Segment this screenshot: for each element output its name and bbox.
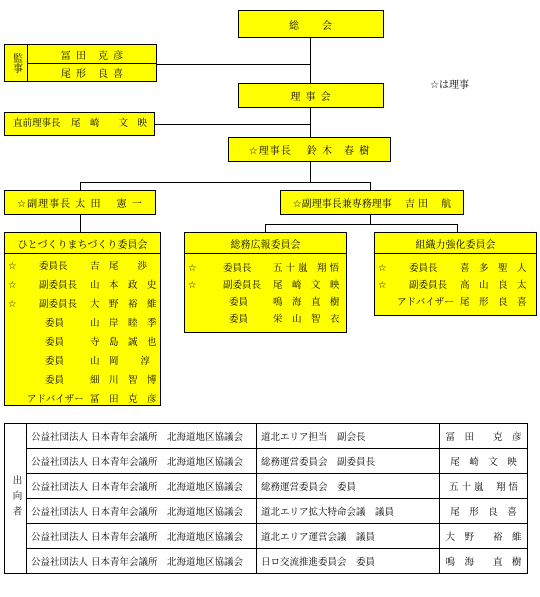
member-name: 山 岡 淳 <box>90 356 151 367</box>
member-name: 寺 島 誠 也 <box>90 337 157 348</box>
member-row <box>185 263 346 280</box>
dispatch-name: 冨 田 克 彦 <box>440 424 528 449</box>
member-name: 栄 山 智 衣 <box>273 314 340 325</box>
member-row <box>185 314 346 331</box>
table-row <box>5 449 528 474</box>
member-role: 委員 <box>45 318 65 329</box>
dispatch-role: 日ロ交流推進委員会 委員 <box>257 549 440 574</box>
committee-members <box>375 263 536 314</box>
committee-branch-line <box>265 224 458 225</box>
member-name: 冨 田 克 彦 <box>90 394 157 405</box>
prev-chair-box <box>4 112 155 136</box>
member-role: 委員 <box>45 375 65 386</box>
dispatch-org: 公益社団法人 日本青年会議所 北海道地区協議会 <box>27 524 257 549</box>
dispatch-name: 大 野 裕 維 <box>440 524 528 549</box>
member-role: アドバイザー <box>27 394 84 405</box>
chairman-label: ☆理事長 鈴 木 春 樹 <box>248 146 371 157</box>
chairman-box <box>228 137 391 162</box>
trunk-line-top <box>310 37 311 83</box>
member-row <box>375 280 536 297</box>
committee-hitozukuri <box>4 232 161 406</box>
vice-chair-left-box <box>4 190 156 215</box>
member-name: 吉 尾 渉 <box>90 261 148 272</box>
auditors-box <box>4 44 157 82</box>
member-name: 高 山 良 太 <box>460 280 527 291</box>
dispatch-org: 公益社団法人 日本青年会議所 北海道地区協議会 <box>27 474 257 499</box>
vice-left-to-committee <box>80 214 81 232</box>
general-assembly-label: 総 会 <box>289 20 333 32</box>
committee-members <box>5 261 160 413</box>
dispatch-org: 公益社団法人 日本青年会議所 北海道地区協議会 <box>27 424 257 449</box>
auditor-name-1: 冨 田 克 彦 <box>28 45 157 64</box>
vice-chair-right-box <box>280 190 464 215</box>
member-row <box>5 337 160 356</box>
vice-chair-left-label: ☆副理事長 太 田 憲 一 <box>17 199 143 210</box>
member-name: 山 岸 睦 季 <box>90 318 157 329</box>
dispatch-role: 道北エリア拡大特命会議 議員 <box>257 499 440 524</box>
member-role: 副委員長 <box>39 280 78 291</box>
director-star: ☆ <box>8 299 17 310</box>
member-row <box>5 375 160 394</box>
board-box <box>238 83 384 108</box>
member-role: 委員 <box>45 337 65 348</box>
member-role: 副委員長 <box>223 280 262 291</box>
member-name: 五 十 嵐 翔 悟 <box>273 263 340 274</box>
committee-title: 総務広報委員会 <box>185 233 346 254</box>
member-name: 大 野 裕 維 <box>90 299 157 310</box>
member-name: 喜 多 聖 人 <box>460 263 527 274</box>
dispatch-name: 尾 形 良 喜 <box>440 499 528 524</box>
dispatch-name: 五 十 嵐 翔 悟 <box>440 474 528 499</box>
dispatch-role: 総務運営委員会 副委員長 <box>257 449 440 474</box>
member-role: 副委員長 <box>409 280 448 291</box>
member-role: 副委員長 <box>39 299 78 310</box>
committee-members <box>185 263 346 331</box>
dispatch-name: 尾 崎 文 映 <box>440 449 528 474</box>
director-star: ☆ <box>188 263 197 274</box>
member-role: 委員長 <box>409 263 438 274</box>
director-star: ☆ <box>378 263 387 274</box>
dispatch-role: 道北エリア担当 副会長 <box>257 424 440 449</box>
vice-right-to-committees <box>370 214 371 224</box>
director-star: ☆ <box>378 280 387 291</box>
member-row <box>375 297 536 314</box>
auditor-connector <box>157 64 310 65</box>
committee2-drop <box>265 224 266 232</box>
vice-branch-line <box>80 182 370 183</box>
table-row <box>5 499 528 524</box>
committee-soumu-kouhou <box>184 232 347 333</box>
member-row <box>5 261 160 280</box>
director-star: ☆ <box>8 280 17 291</box>
member-row <box>185 297 346 314</box>
member-role: 委員長 <box>223 263 252 274</box>
trunk-line-low <box>310 162 311 182</box>
prev-chair-title: 直前理事長 <box>13 118 61 129</box>
vice-chair-right-label: ☆副理事長兼専務理事 吉 田 航 <box>292 199 452 210</box>
committee3-drop <box>457 224 458 232</box>
member-name: 細 川 智 博 <box>90 375 157 386</box>
vice-right-drop <box>370 182 371 190</box>
prev-chair-connector <box>155 124 310 125</box>
member-row <box>5 280 160 299</box>
member-role: アドバイザー <box>397 297 454 308</box>
dispatch-role: 総務運営委員会 委員 <box>257 474 440 499</box>
member-row <box>5 318 160 337</box>
member-role: 委員 <box>45 356 65 367</box>
director-star: ☆ <box>188 280 197 291</box>
board-label: 理 事 会 <box>290 92 332 103</box>
table-row <box>5 549 528 574</box>
dispatch-role: 道北エリア運営会議 議員 <box>257 524 440 549</box>
general-assembly-box <box>238 10 384 38</box>
director-note: ☆は理事 <box>430 80 469 91</box>
dispatch-name: 鳴 海 直 樹 <box>440 549 528 574</box>
dispatch-org: 公益社団法人 日本青年会議所 北海道地区協議会 <box>27 499 257 524</box>
vice-left-drop <box>80 182 81 190</box>
table-row <box>5 424 528 449</box>
dispatch-org: 公益社団法人 日本青年会議所 北海道地区協議会 <box>27 449 257 474</box>
committee-soshikiryoku <box>374 232 537 316</box>
member-role: 委員長 <box>39 261 68 272</box>
member-row <box>185 280 346 297</box>
member-row <box>375 263 536 280</box>
table-row <box>5 474 528 499</box>
member-row <box>5 299 160 318</box>
member-name: 尾 形 良 喜 <box>460 297 527 308</box>
member-name: 山 本 政 史 <box>90 280 157 291</box>
dispatch-label: 出向者 <box>5 424 27 574</box>
member-row <box>5 356 160 375</box>
auditors-label: 監事 <box>5 45 28 81</box>
member-name: 尾 崎 文 映 <box>273 280 340 291</box>
member-role: 委員 <box>229 314 249 325</box>
trunk-line-mid <box>310 107 311 137</box>
prev-chair-name: 尾 崎 文 映 <box>71 118 148 129</box>
member-name: 鳴 海 直 樹 <box>273 297 340 308</box>
dispatch-org: 公益社団法人 日本青年会議所 北海道地区協議会 <box>27 549 257 574</box>
committee-title: ひとづくりまちづくり委員会 <box>5 233 160 254</box>
member-row <box>5 394 160 413</box>
director-star: ☆ <box>8 261 17 272</box>
dispatch-table <box>4 423 528 574</box>
member-role: 委員 <box>229 297 249 308</box>
table-row <box>5 524 528 549</box>
committee-title: 組織力強化委員会 <box>375 233 536 254</box>
auditor-name-2: 尾 形 良 喜 <box>60 68 125 80</box>
